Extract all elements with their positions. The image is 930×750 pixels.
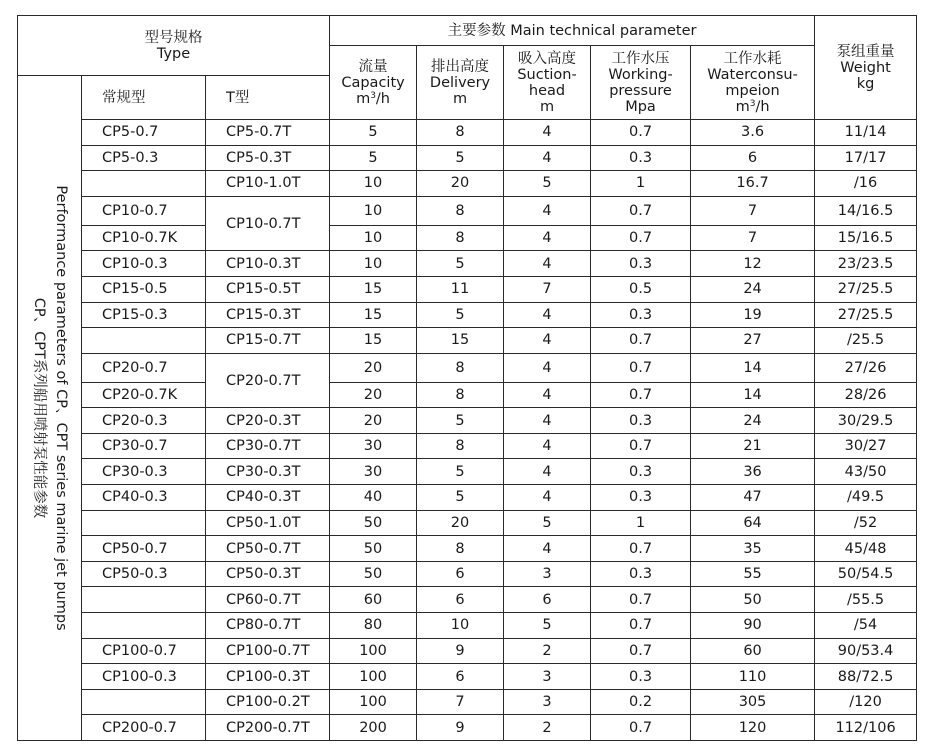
table-row xyxy=(18,536,917,562)
water-cell: 55 xyxy=(691,561,815,587)
weight-cell: /54 xyxy=(815,613,917,639)
conventional-header: 常规型 xyxy=(82,76,206,120)
suction-cell: 4 xyxy=(504,408,591,434)
suction-cell: 4 xyxy=(504,485,591,511)
suction-cell: 3 xyxy=(504,664,591,690)
main-param-header: 主要参数 Main technical parameter xyxy=(330,16,815,46)
type-header-cn: 型号规格 xyxy=(144,29,203,46)
t-model-cell: CP50-1.0T xyxy=(206,510,330,536)
weight-cell: 30/29.5 xyxy=(815,408,917,434)
table-row xyxy=(18,638,917,664)
capacity-cell: 10 xyxy=(330,196,417,225)
weight-cell: 15/16.5 xyxy=(815,225,917,251)
weight-cell: 14/16.5 xyxy=(815,196,917,225)
water-cell: 47 xyxy=(691,485,815,511)
weight-cell: /55.5 xyxy=(815,587,917,613)
weight-cell: 90/53.4 xyxy=(815,638,917,664)
t-model-cell: CP15-0.3T xyxy=(206,302,330,328)
weight-header: 泵组重量 Weight kg xyxy=(815,16,917,120)
delivery-cell: 9 xyxy=(417,638,504,664)
conventional-model-cell: CP10-0.7K xyxy=(82,225,206,251)
capacity-cell: 15 xyxy=(330,302,417,328)
weight-cell: /16 xyxy=(815,171,917,197)
water-cell: 21 xyxy=(691,433,815,459)
suction-cell: 5 xyxy=(504,613,591,639)
water-cell: 90 xyxy=(691,613,815,639)
conventional-model-cell xyxy=(82,328,206,354)
suction-cell: 4 xyxy=(504,251,591,277)
weight-cell: 112/106 xyxy=(815,715,917,741)
conventional-model-cell: CP100-0.7 xyxy=(82,638,206,664)
delivery-cell: 8 xyxy=(417,536,504,562)
side-title-cn: CP、CPT系列船用喷射泵性能参数 xyxy=(31,297,47,519)
delivery-cell: 5 xyxy=(417,145,504,171)
table-row xyxy=(18,715,917,741)
capacity-cell: 15 xyxy=(330,276,417,302)
water-cell: 12 xyxy=(691,251,815,277)
capacity-cell: 10 xyxy=(330,171,417,197)
conventional-model-cell: CP20-0.7K xyxy=(82,382,206,408)
water-cell: 35 xyxy=(691,536,815,562)
table-row xyxy=(18,120,917,146)
t-model-cell: CP50-0.3T xyxy=(206,561,330,587)
water-cell: 50 xyxy=(691,587,815,613)
water-cell: 24 xyxy=(691,408,815,434)
capacity-cell: 20 xyxy=(330,408,417,434)
water-cell: 110 xyxy=(691,664,815,690)
water-cell: 3.6 xyxy=(691,120,815,146)
table-row xyxy=(18,561,917,587)
conventional-model-cell: CP5-0.7 xyxy=(82,120,206,146)
pressure-cell: 0.7 xyxy=(591,382,691,408)
delivery-cell: 9 xyxy=(417,715,504,741)
delivery-cell: 11 xyxy=(417,276,504,302)
table-row xyxy=(18,196,917,225)
weight-cell: 30/27 xyxy=(815,433,917,459)
header-row-1 xyxy=(18,16,917,46)
delivery-cell: 10 xyxy=(417,613,504,639)
pressure-cell: 0.7 xyxy=(591,120,691,146)
t-model-cell: CP40-0.3T xyxy=(206,485,330,511)
type-header xyxy=(18,16,330,76)
t-model-cell: CP20-0.3T xyxy=(206,408,330,434)
capacity-cell: 60 xyxy=(330,587,417,613)
pressure-cell: 1 xyxy=(591,171,691,197)
water-cell: 36 xyxy=(691,459,815,485)
weight-cell: /52 xyxy=(815,510,917,536)
capacity-cell: 100 xyxy=(330,664,417,690)
t-model-cell: CP10-0.7T xyxy=(206,196,330,251)
conventional-model-cell: CP50-0.7 xyxy=(82,536,206,562)
conventional-model-cell: CP100-0.3 xyxy=(82,664,206,690)
conventional-model-cell: CP20-0.3 xyxy=(82,408,206,434)
pressure-cell: 0.3 xyxy=(591,408,691,434)
suction-cell: 4 xyxy=(504,328,591,354)
table-row xyxy=(18,251,917,277)
t-model-cell: CP100-0.2T xyxy=(206,689,330,715)
water-cell: 14 xyxy=(691,382,815,408)
table-row xyxy=(18,689,917,715)
capacity-cell: 30 xyxy=(330,433,417,459)
conventional-model-cell: CP20-0.7 xyxy=(82,353,206,382)
water-cell: 60 xyxy=(691,638,815,664)
conventional-model-cell: CP10-0.3 xyxy=(82,251,206,277)
water-cell: 27 xyxy=(691,328,815,354)
t-model-cell: CP20-0.7T xyxy=(206,353,330,408)
delivery-cell: 8 xyxy=(417,353,504,382)
water-cell: 120 xyxy=(691,715,815,741)
table-row xyxy=(18,145,917,171)
t-model-cell: CP100-0.7T xyxy=(206,638,330,664)
conventional-model-cell: CP200-0.7 xyxy=(82,715,206,741)
t-model-cell: CP80-0.7T xyxy=(206,613,330,639)
weight-cell: 23/23.5 xyxy=(815,251,917,277)
suction-cell: 5 xyxy=(504,171,591,197)
delivery-cell: 5 xyxy=(417,459,504,485)
conventional-model-cell xyxy=(82,689,206,715)
delivery-cell: 5 xyxy=(417,485,504,511)
capacity-cell: 10 xyxy=(330,225,417,251)
t-model-cell: CP10-0.3T xyxy=(206,251,330,277)
table-row xyxy=(18,459,917,485)
conventional-model-cell xyxy=(82,510,206,536)
t-model-cell: CP5-0.7T xyxy=(206,120,330,146)
delivery-cell: 20 xyxy=(417,510,504,536)
delivery-cell: 8 xyxy=(417,433,504,459)
pressure-header: 工作水压 Working- pressure Mpa xyxy=(591,46,691,120)
t-model-cell: CP30-0.7T xyxy=(206,433,330,459)
suction-cell: 3 xyxy=(504,561,591,587)
table-row xyxy=(18,433,917,459)
pressure-cell: 0.3 xyxy=(591,302,691,328)
delivery-cell: 20 xyxy=(417,171,504,197)
conventional-model-cell xyxy=(82,171,206,197)
pressure-cell: 0.7 xyxy=(591,715,691,741)
table-row xyxy=(18,353,917,382)
weight-cell: /120 xyxy=(815,689,917,715)
t-model-cell: CP5-0.3T xyxy=(206,145,330,171)
suction-cell: 7 xyxy=(504,276,591,302)
suction-cell: 4 xyxy=(504,433,591,459)
table-row xyxy=(18,587,917,613)
table-row xyxy=(18,613,917,639)
delivery-cell: 8 xyxy=(417,120,504,146)
capacity-cell: 100 xyxy=(330,638,417,664)
suction-cell: 4 xyxy=(504,382,591,408)
conventional-model-cell xyxy=(82,587,206,613)
table-row xyxy=(18,664,917,690)
capacity-cell: 50 xyxy=(330,510,417,536)
table-row xyxy=(18,302,917,328)
suction-cell: 5 xyxy=(504,510,591,536)
suction-cell: 2 xyxy=(504,638,591,664)
water-cell: 7 xyxy=(691,225,815,251)
delivery-cell: 6 xyxy=(417,587,504,613)
capacity-cell: 20 xyxy=(330,382,417,408)
capacity-cell: 50 xyxy=(330,536,417,562)
suction-cell: 4 xyxy=(504,145,591,171)
weight-cell: 17/17 xyxy=(815,145,917,171)
capacity-header: 流量 Capacity $m^3/h$ xyxy=(330,46,417,120)
suction-header: 吸入高度 Suction- head m xyxy=(504,46,591,120)
pressure-cell: 0.3 xyxy=(591,485,691,511)
water-cell: 64 xyxy=(691,510,815,536)
conventional-model-cell: CP40-0.3 xyxy=(82,485,206,511)
delivery-cell: 5 xyxy=(417,302,504,328)
table-row xyxy=(18,171,917,197)
pressure-cell: 0.7 xyxy=(591,225,691,251)
conventional-model-cell: CP15-0.3 xyxy=(82,302,206,328)
pressure-cell: 0.7 xyxy=(591,196,691,225)
water-cell: 19 xyxy=(691,302,815,328)
pressure-cell: 0.3 xyxy=(591,664,691,690)
table-row xyxy=(18,328,917,354)
water-cell: 14 xyxy=(691,353,815,382)
capacity-cell: 200 xyxy=(330,715,417,741)
capacity-cell: 10 xyxy=(330,251,417,277)
table-row xyxy=(18,276,917,302)
water-cell: 305 xyxy=(691,689,815,715)
pressure-cell: 1 xyxy=(591,510,691,536)
suction-cell: 4 xyxy=(504,196,591,225)
t-model-cell: CP200-0.7T xyxy=(206,715,330,741)
conventional-model-cell: CP50-0.3 xyxy=(82,561,206,587)
weight-cell: /25.5 xyxy=(815,328,917,354)
table-row xyxy=(18,485,917,511)
weight-cell: 27/26 xyxy=(815,353,917,382)
suction-cell: 2 xyxy=(504,715,591,741)
suction-cell: 4 xyxy=(504,302,591,328)
weight-cell: 27/25.5 xyxy=(815,276,917,302)
pressure-cell: 0.7 xyxy=(591,433,691,459)
table-row xyxy=(18,510,917,536)
delivery-cell: 6 xyxy=(417,561,504,587)
pressure-cell: 0.7 xyxy=(591,328,691,354)
pressure-cell: 0.2 xyxy=(591,689,691,715)
t-model-cell: CP10-1.0T xyxy=(206,171,330,197)
suction-cell: 3 xyxy=(504,689,591,715)
pressure-cell: 0.3 xyxy=(591,561,691,587)
table-row xyxy=(18,225,917,251)
capacity-cell: 20 xyxy=(330,353,417,382)
delivery-cell: 8 xyxy=(417,225,504,251)
delivery-cell: 6 xyxy=(417,664,504,690)
weight-cell: 28/26 xyxy=(815,382,917,408)
weight-cell: /49.5 xyxy=(815,485,917,511)
capacity-cell: 80 xyxy=(330,613,417,639)
t-model-cell: CP30-0.3T xyxy=(206,459,330,485)
water-header: 工作水耗 Waterconsu- mpeion $m^3/h$ xyxy=(691,46,815,120)
weight-cell: 43/50 xyxy=(815,459,917,485)
delivery-cell: 5 xyxy=(417,251,504,277)
pressure-cell: 0.3 xyxy=(591,459,691,485)
capacity-cell: 50 xyxy=(330,561,417,587)
conventional-model-cell: CP30-0.7 xyxy=(82,433,206,459)
water-cell: 6 xyxy=(691,145,815,171)
weight-cell: 88/72.5 xyxy=(815,664,917,690)
pressure-cell: 0.7 xyxy=(591,353,691,382)
suction-cell: 4 xyxy=(504,225,591,251)
suction-cell: 4 xyxy=(504,120,591,146)
conventional-model-cell: CP30-0.3 xyxy=(82,459,206,485)
capacity-cell: 30 xyxy=(330,459,417,485)
pressure-cell: 0.3 xyxy=(591,145,691,171)
t-model-cell: CP60-0.7T xyxy=(206,587,330,613)
pressure-cell: 0.7 xyxy=(591,613,691,639)
pressure-cell: 0.7 xyxy=(591,536,691,562)
delivery-cell: 8 xyxy=(417,196,504,225)
t-model-cell: CP15-0.7T xyxy=(206,328,330,354)
weight-cell: 45/48 xyxy=(815,536,917,562)
water-cell: 16.7 xyxy=(691,171,815,197)
suction-cell: 4 xyxy=(504,353,591,382)
pressure-cell: 0.7 xyxy=(591,587,691,613)
t-model-cell: CP50-0.7T xyxy=(206,536,330,562)
capacity-cell: 5 xyxy=(330,120,417,146)
t-type-header: T型 xyxy=(206,76,330,120)
water-cell: 24 xyxy=(691,276,815,302)
conventional-model-cell: CP15-0.5 xyxy=(82,276,206,302)
spec-table xyxy=(17,15,917,741)
table-row xyxy=(18,382,917,408)
side-title xyxy=(18,76,82,741)
water-cell: 7 xyxy=(691,196,815,225)
pressure-cell: 0.3 xyxy=(591,251,691,277)
weight-cell: 11/14 xyxy=(815,120,917,146)
conventional-model-cell xyxy=(82,613,206,639)
weight-cell: 27/25.5 xyxy=(815,302,917,328)
t-model-cell: CP15-0.5T xyxy=(206,276,330,302)
t-model-cell: CP100-0.3T xyxy=(206,664,330,690)
pressure-cell: 0.5 xyxy=(591,276,691,302)
delivery-header: 排出高度 Delivery m xyxy=(417,46,504,120)
delivery-cell: 8 xyxy=(417,382,504,408)
suction-cell: 6 xyxy=(504,587,591,613)
delivery-cell: 7 xyxy=(417,689,504,715)
conventional-model-cell: CP10-0.7 xyxy=(82,196,206,225)
conventional-model-cell: CP5-0.3 xyxy=(82,145,206,171)
table-row xyxy=(18,408,917,434)
suction-cell: 4 xyxy=(504,536,591,562)
delivery-cell: 15 xyxy=(417,328,504,354)
pressure-cell: 0.7 xyxy=(591,638,691,664)
type-header-en: Type xyxy=(156,45,191,62)
capacity-cell: 100 xyxy=(330,689,417,715)
suction-cell: 4 xyxy=(504,459,591,485)
weight-cell: 50/54.5 xyxy=(815,561,917,587)
side-title-en: Performance parameters of CP、CPT series marine jet pumps xyxy=(53,185,69,631)
delivery-cell: 5 xyxy=(417,408,504,434)
capacity-cell: 15 xyxy=(330,328,417,354)
capacity-cell: 5 xyxy=(330,145,417,171)
capacity-cell: 40 xyxy=(330,485,417,511)
table-body xyxy=(18,16,917,741)
